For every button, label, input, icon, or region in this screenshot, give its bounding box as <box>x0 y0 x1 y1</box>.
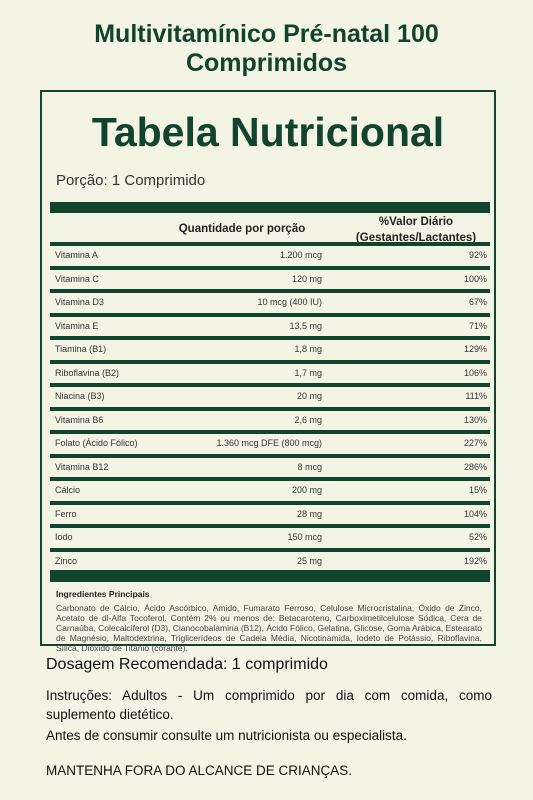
table-top-bar <box>50 202 490 213</box>
instructions-text: Instruções: Adultos - Um comprimido por dia com comida, como suplemento dietético. <box>46 688 492 722</box>
table-row <box>50 454 490 478</box>
nutrient-daily-value: 111% <box>465 391 487 401</box>
table-title: Tabela Nutricional <box>91 109 445 155</box>
nutrient-daily-value: 92% <box>468 250 487 260</box>
product-title-line1: Multivitamínico Pré-natal 100 <box>94 20 439 48</box>
nutrient-quantity: 150 mcg <box>287 532 322 542</box>
product-title <box>0 20 533 78</box>
nutrient-name: Vitamina D3 <box>55 297 104 307</box>
table-bottom-bar <box>50 570 490 582</box>
nutrient-quantity: 20 mg <box>296 391 322 401</box>
nutrient-daily-value: 286% <box>463 461 487 472</box>
nutrient-name: Tiamina (B1) <box>55 344 107 354</box>
nutrient-quantity: 8 mcg <box>297 461 322 472</box>
product-title-line2: Comprimidos <box>185 49 348 77</box>
dosage-text: Dosagem Recomendada: 1 comprimido <box>46 656 328 673</box>
table-row <box>50 548 490 572</box>
nutrition-panel <box>40 90 496 653</box>
table-row <box>50 336 490 360</box>
nutrient-quantity: 1,7 mg <box>294 367 322 378</box>
ingredients-text: Carbonato de Cálcio, Ácido Ascórbico, Amido, Fumarato Ferroso, Celulose Microcristalina, Óxido de Zinco, Acetato de dl-Alfa Tocoferol. Contém 2% ou menos de: Betacaroteno, Carboximetilcelulose Sódica, Cera de Carnaúba, Colecalciferol (D3), Cianocobalamina (B12), Ácido Fólico, Gelatina, Glicose, Goma Arábica, Estearato de Magnésio, Maltodextrina, Triglicerídeos de Cadeia Média, Nicotinamida, Iodeto de Potássio, Riboflavina, Sílica, Dióxido de Titânio (corante). <box>56 603 482 653</box>
nutrient-quantity: 28 mg <box>296 508 322 519</box>
header-pct-line1: %Valor Diário <box>378 216 454 228</box>
nutrient-quantity: 1.360 mcg DFE (800 mcg) <box>216 438 322 448</box>
ingredients-title: Ingredientes Principais <box>56 589 150 599</box>
nutrient-quantity: 200 mg <box>291 485 322 495</box>
nutrient-daily-value: 52% <box>468 532 487 542</box>
nutrient-name: Vitamina E <box>55 320 99 331</box>
nutrient-daily-value: 106% <box>463 367 487 378</box>
nutrient-daily-value: 104% <box>463 508 487 519</box>
nutrient-name: Cálcio <box>55 485 81 495</box>
nutrient-name: Iodo <box>55 532 73 542</box>
table-row <box>50 360 490 384</box>
header-quantity: Quantidade por porção <box>178 223 306 235</box>
nutrient-daily-value: 71% <box>468 320 487 331</box>
nutrient-daily-value: 227% <box>463 438 487 448</box>
nutrient-quantity: 2,6 mg <box>294 414 322 425</box>
nutrient-name: Vitamina B12 <box>55 461 109 472</box>
portion-text: Porção: 1 Comprimido <box>56 172 206 189</box>
consult-text: Antes de consumir consulte um nutricionista ou especialista. <box>46 728 407 743</box>
table-row <box>50 430 490 454</box>
nutrient-daily-value: 129% <box>463 344 487 354</box>
nutrient-quantity: 1.200 mcg <box>279 250 322 260</box>
nutrient-name: Folato (Ácido Fólico) <box>55 438 138 448</box>
table-row <box>50 242 490 266</box>
nutrient-quantity: 120 mg <box>291 273 322 284</box>
warning-text: MANTENHA FORA DO ALCANCE DE CRIANÇAS. <box>46 763 353 778</box>
nutrient-name: Riboflavina (B2) <box>55 367 120 378</box>
nutrient-daily-value: 100% <box>463 273 487 284</box>
table-row <box>50 524 490 548</box>
nutrient-name: Vitamina A <box>55 250 98 260</box>
nutrient-name: Vitamina B6 <box>55 414 104 425</box>
nutrient-quantity: 1,8 mg <box>294 344 322 354</box>
nutrient-daily-value: 67% <box>468 297 487 307</box>
table-row <box>50 407 490 431</box>
table-row <box>50 477 490 501</box>
table-row <box>50 383 490 407</box>
nutrient-name: Ferro <box>55 508 77 519</box>
nutrient-quantity: 10 mcg (400 IU) <box>257 297 322 307</box>
nutrient-daily-value: 130% <box>463 414 487 425</box>
table-row <box>50 501 490 525</box>
table-row <box>50 313 490 337</box>
nutrient-quantity: 13,5 mg <box>289 320 322 331</box>
header-pct-line2: (Gestantes/Lactantes) <box>355 232 477 244</box>
nutrient-name: Zinco <box>55 555 78 566</box>
nutrient-name: Vitamina C <box>55 273 99 284</box>
table-row <box>50 289 490 313</box>
nutrient-daily-value: 15% <box>468 485 487 495</box>
nutrient-rows <box>50 242 490 571</box>
nutrient-quantity: 25 mg <box>296 555 322 566</box>
nutrient-name: Niacina (B3) <box>55 391 105 401</box>
table-row <box>50 266 490 290</box>
nutrient-daily-value: 192% <box>463 555 487 566</box>
